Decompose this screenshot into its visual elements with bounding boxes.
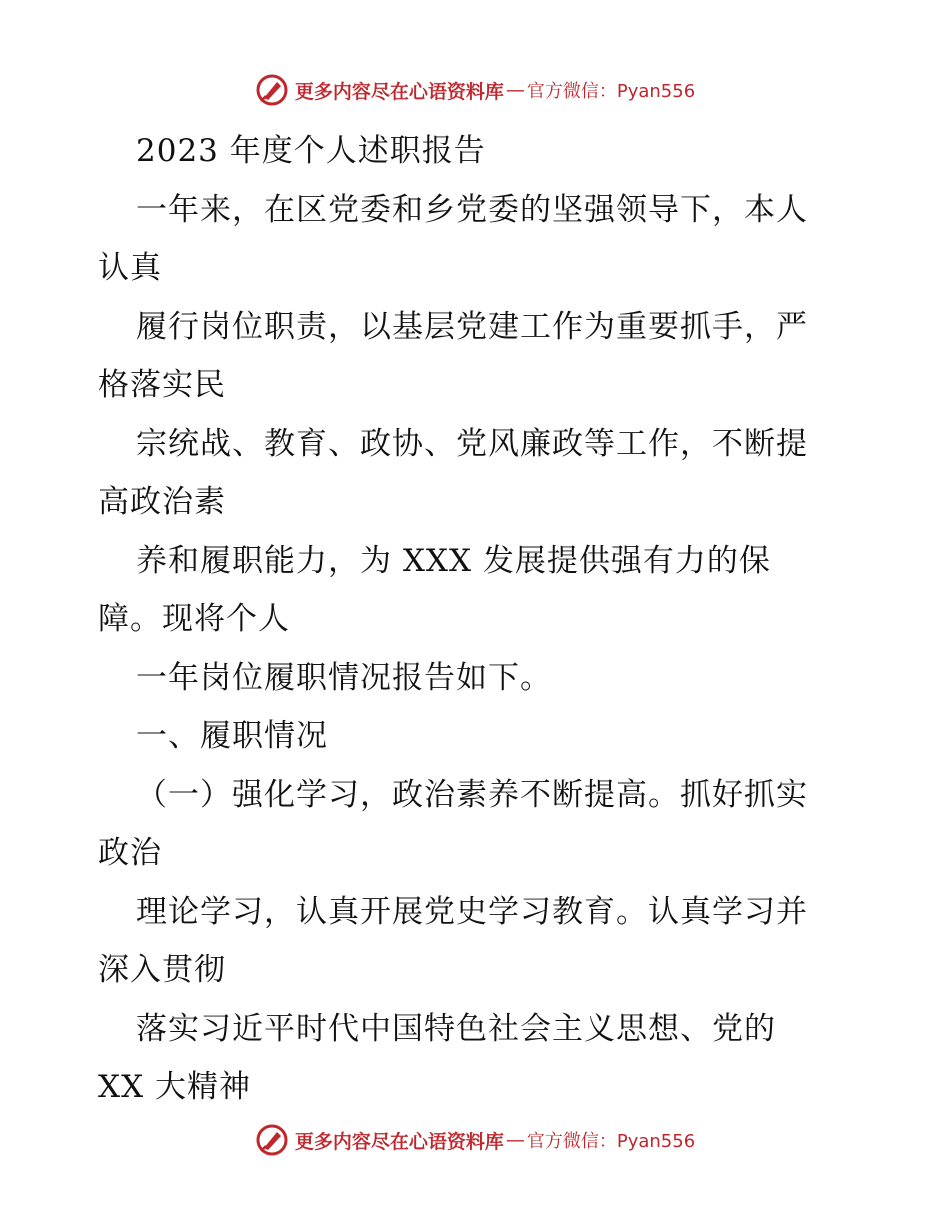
pen-logo-icon — [255, 1123, 289, 1157]
banner-main-text: 更多内容尽在心语资料库 — [294, 80, 504, 103]
text-line: 理论学习，认真开展党史学习教育。认真学习并 — [136, 893, 808, 930]
text-line: 深入贯彻 — [98, 952, 226, 988]
text-line: 障。现将个人 — [98, 601, 290, 637]
pen-logo-icon — [255, 73, 289, 107]
header-banner — [0, 70, 950, 110]
text-line: XX 大精神 — [98, 1069, 251, 1105]
text-line: 履行岗位职责，以基层党建工作为重要抓手，严 — [136, 308, 808, 345]
banner-wechat-text: 官方微信：Pyan556 — [526, 81, 696, 102]
text-line: 落实习近平时代中国特色社会主义思想、党的 — [136, 1010, 776, 1047]
section-heading: 一、履职情况 — [136, 718, 328, 754]
text-line: 认真 — [98, 250, 162, 286]
text-line: 政治 — [98, 835, 162, 871]
text-line: 一年来，在区党委和乡党委的坚强领导下，本人 — [136, 191, 808, 228]
text-line: 一年岗位履职情况报告如下。 — [136, 659, 552, 696]
text-line: 格落实民 — [98, 367, 226, 403]
subsection-heading: （一）强化学习，政治素养不断提高。抓好抓实 — [136, 776, 808, 813]
text-line: 宗统战、教育、政协、党风廉政等工作，不断提 — [136, 425, 808, 462]
banner-main-text: 更多内容尽在心语资料库 — [294, 1130, 504, 1153]
banner-dash: — — [505, 79, 525, 101]
footer-banner — [0, 1120, 950, 1160]
text-line: 养和履职能力，为 XXX 发展提供强有力的保 — [136, 542, 771, 579]
document-title: 2023 年度个人述职报告 — [136, 133, 486, 169]
document-body — [98, 122, 858, 1117]
banner-dash: — — [505, 1129, 525, 1151]
banner-wechat-text: 官方微信：Pyan556 — [526, 1131, 696, 1152]
text-line: 高政治素 — [98, 484, 226, 520]
